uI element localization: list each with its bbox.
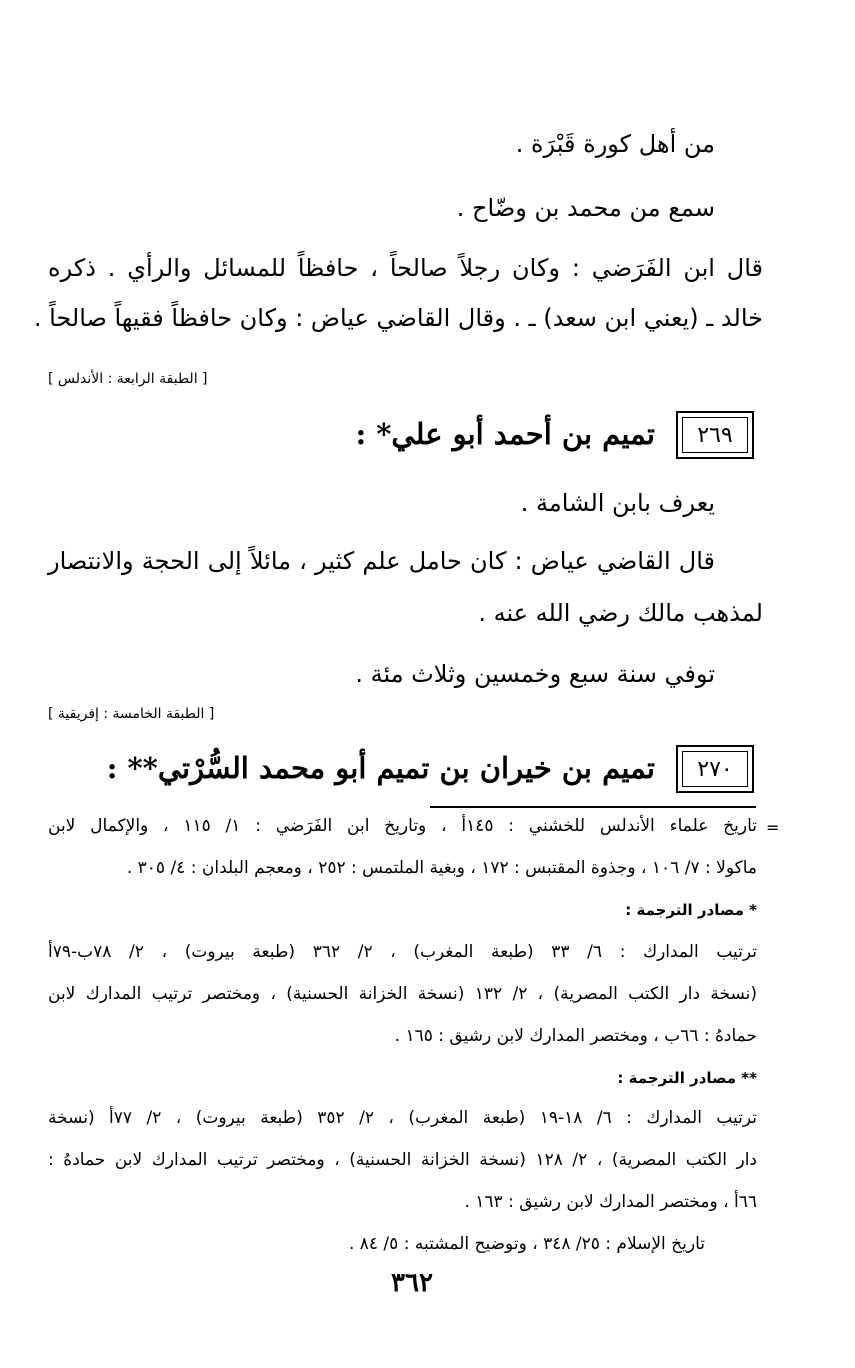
footnote-separator (430, 806, 756, 808)
text-line: قال القاضي عياض : كان حامل علم كثير ، مائلاً إلى الحجة والانتصار (48, 547, 715, 575)
footnote-line: ٦٦أ ، ومختصر المدارك لابن رشيق : ١٦٣ . (464, 1192, 757, 1212)
footnote-line: تاريخ علماء الأندلس للخشني : ١٤٥أ ، وتاريخ ابن الفَرَضي : ١/ ١١٥ ، والإكمال لابن (48, 816, 757, 836)
text-line: لمذهب مالك رضي الله عنه . (478, 599, 763, 627)
entry-title: تميم بن أحمد أبو علي* : (355, 417, 655, 451)
continuation-mark: = (766, 818, 780, 837)
footnote-line: ترتيب المدارك : ٦/ ١٨-١٩ (طبعة المغرب) ، ٢/ ٣٥٢ (طبعة بيروت) ، ٢/ ٧٧أ (نسخة (48, 1108, 758, 1128)
entry-number-box (676, 411, 754, 459)
entry-title: تميم بن خيران بن تميم أبو محمد السُّرْتي** : (106, 751, 655, 785)
footnote-heading: ** مصادر الترجمة : (617, 1069, 757, 1087)
footnote-line: (نسخة دار الكتب المصرية) ، ٢/ ١٣٢ (نسخة الخزانة الحسنية) ، ومختصر ترتيب المدارك لابن (48, 984, 758, 1004)
footnote-line: ترتيب المدارك : ٦/ ٣٣ (طبعة المغرب) ، ٢/ ٣٦٢ (طبعة بيروت) ، ٢/ ٧٨ب-٧٩أ (48, 942, 757, 962)
text-line: قال ابن الفَرَضي : وكان رجلاً صالحاً ، حافظاً للمسائل والرأي . ذكره (48, 254, 763, 282)
text-line: توفي سنة سبع وخمسين وثلاث مئة . (355, 660, 715, 688)
entry-number: ٢٧٠ (682, 751, 748, 787)
footnote-heading: * مصادر الترجمة : (625, 901, 757, 919)
tabaqa-tag: [ الطبقة الرابعة : الأندلس ] (48, 371, 208, 387)
entry-number: ٢٦٩ (682, 417, 748, 453)
text-line: من أهل كورة قَبْرَة . (515, 130, 715, 158)
page-number: ٣٦٢ (391, 1268, 433, 1298)
text-line: يعرف بابن الشامة . (520, 489, 715, 517)
text-line: سمع من محمد بن وضّاح . (456, 194, 715, 222)
entry-number-box (676, 745, 754, 793)
footnote-line: تاريخ الإسلام : ٢٥/ ٣٤٨ ، وتوضيح المشتبه : ٥/ ٨٤ . (348, 1234, 705, 1254)
text-line: خالد ـ (يعني ابن سعد) ـ . وقال القاضي عياض : وكان حافظاً فقيهاً صالحاً . (33, 304, 763, 332)
footnote-line: ماكولا : ٧/ ١٠٦ ، وجذوة المقتبس : ١٧٢ ، وبغية الملتمس : ٢٥٢ ، ومعجم البلدان : ٤/ ٣٠٥ . (126, 858, 757, 878)
footnote-line: حمادهُ : ٦٦ب ، ومختصر المدارك لابن رشيق : ١٦٥ . (394, 1026, 757, 1046)
footnote-line: دار الكتب المصرية) ، ٢/ ١٢٨ (نسخة الخزانة الحسنية) ، ومختصر ترتيب المدارك لابن حمادهُ : (48, 1150, 757, 1170)
tabaqa-tag: [ الطبقة الخامسة : إفريقية ] (48, 706, 215, 722)
